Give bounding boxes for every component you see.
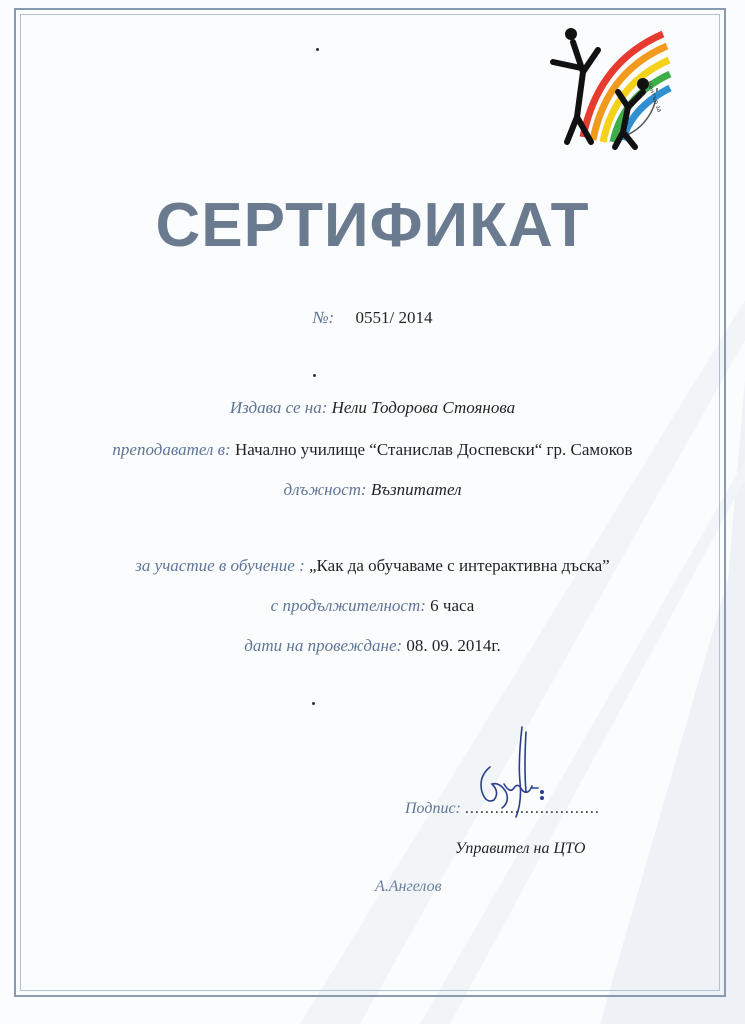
dates-value: 08. 09. 2014г. <box>406 636 501 655</box>
position-line <box>0 480 745 500</box>
duration-line <box>0 596 745 616</box>
signature-dots: ........................... <box>464 800 600 817</box>
position-label: длъжност: <box>283 480 367 499</box>
teacher-at-line <box>0 440 745 460</box>
certificate-number-line <box>0 308 745 328</box>
teacher-at-value: Начално училище “Станислав Доспевски“ гр. Самоков <box>234 440 633 459</box>
issued-to-value: Нели Тодорова Стоянова <box>331 398 516 417</box>
svg-text:Център за: Център за <box>645 80 663 114</box>
decor-dot <box>312 702 315 705</box>
number-label: №: <box>312 308 335 327</box>
decor-dot <box>313 374 316 377</box>
duration-label: с продължителност: <box>270 596 426 615</box>
participation-label: за участие в обучение : <box>135 556 305 575</box>
signatory-role: Управител на ЦТО <box>455 840 586 857</box>
issued-to-line <box>0 398 745 418</box>
signatory-name: А.Ангелов <box>375 878 442 895</box>
participation-line <box>0 556 745 576</box>
decor-dot <box>316 48 319 51</box>
dates-label: дати на провеждане: <box>244 636 403 655</box>
rainbow-people-logo-icon <box>543 22 673 152</box>
teacher-at-label: преподавател в: <box>112 440 231 459</box>
number-value: 0551/ 2014 <box>355 308 433 327</box>
certificate-title: СЕРТИФИКАТ <box>155 191 590 260</box>
dates-line <box>0 636 745 656</box>
duration-value: 6 часа <box>430 596 475 615</box>
inner-border <box>20 14 720 991</box>
issued-to-label: Издава се на: <box>229 398 328 417</box>
participation-value: „Как да обучаваме с интерактивна дъска” <box>309 556 610 575</box>
position-value: Възпитател <box>370 480 462 499</box>
signature-line <box>405 800 600 818</box>
signature-label: Подпис: <box>405 800 461 817</box>
